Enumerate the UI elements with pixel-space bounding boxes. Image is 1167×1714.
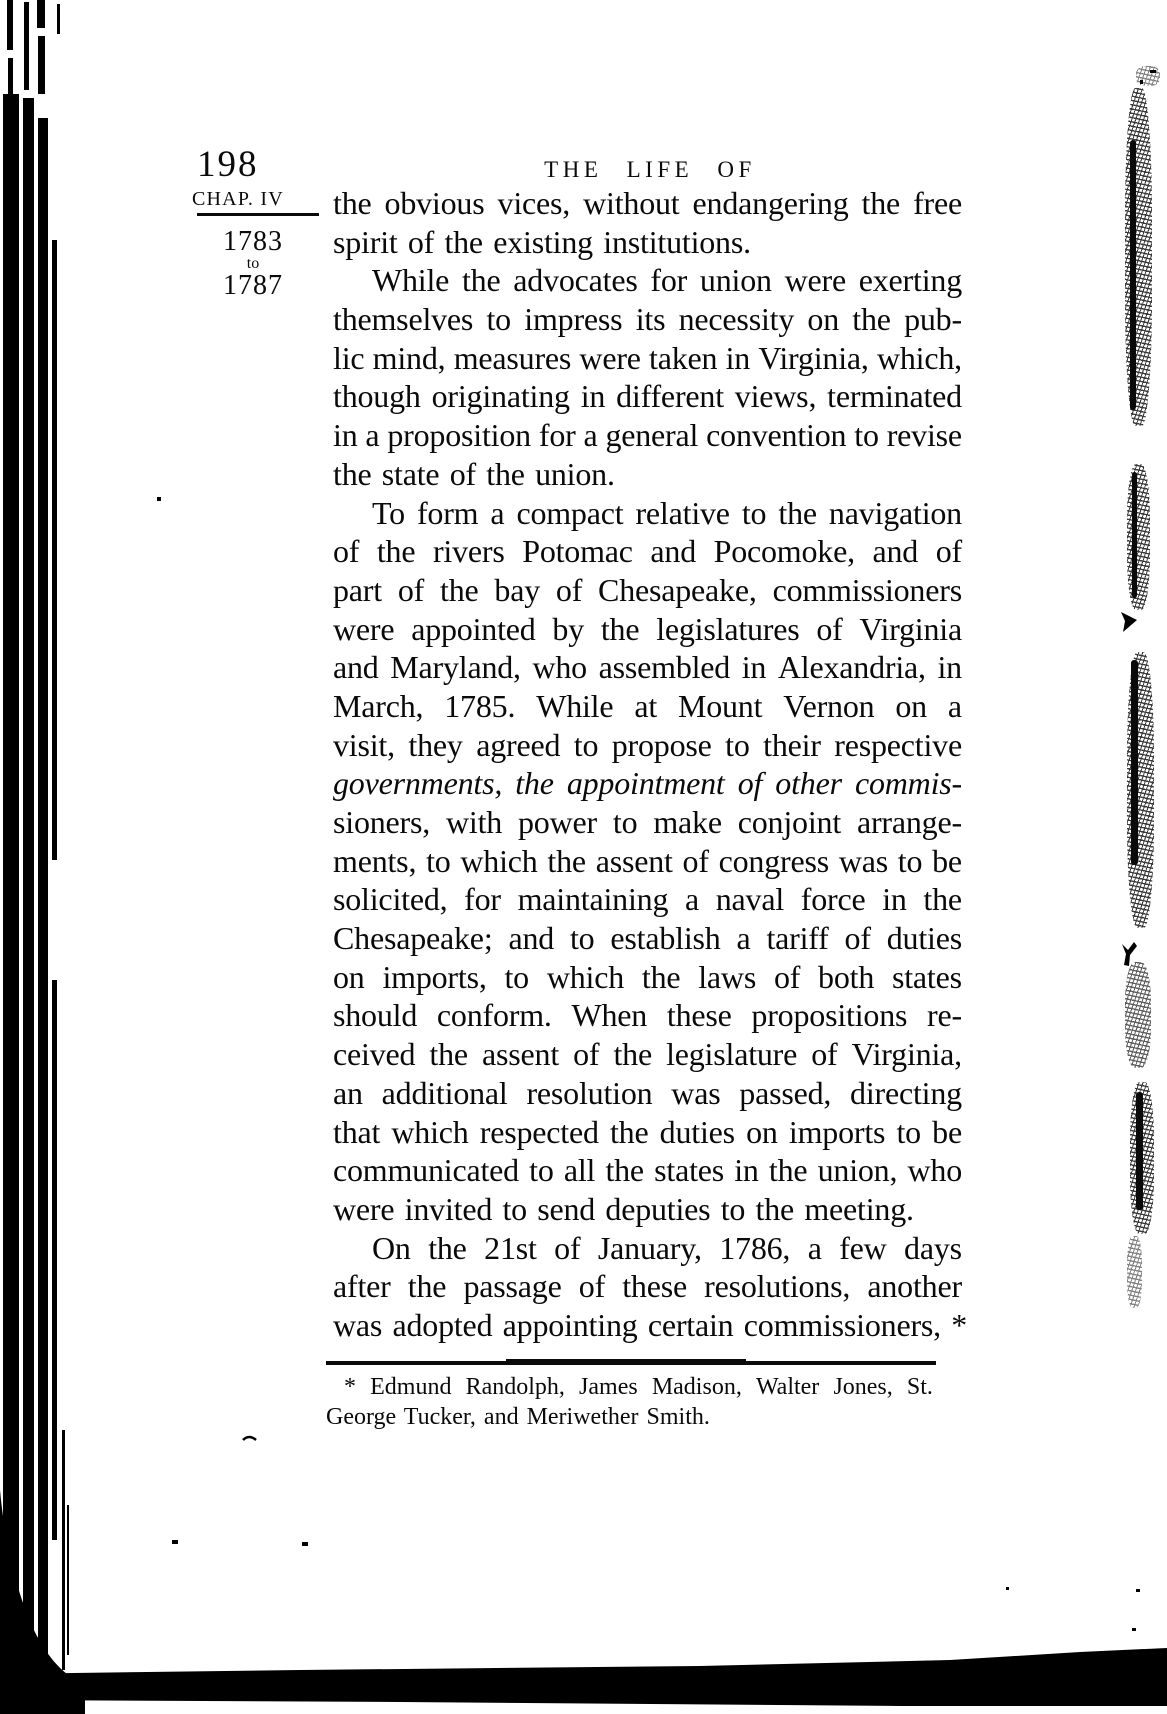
word: form (416, 494, 479, 531)
text-line (333, 377, 962, 416)
word: to (725, 726, 750, 763)
word: which (391, 1113, 469, 1150)
word: that (333, 1113, 381, 1150)
text-line (326, 1373, 933, 1403)
word: the (515, 765, 554, 802)
edge-noise-core (1130, 140, 1136, 410)
word: 21st (484, 1229, 537, 1266)
word: to (529, 1152, 554, 1189)
word: the (547, 842, 586, 879)
text-line (333, 494, 962, 533)
word: naval (715, 881, 785, 918)
word: taken (649, 339, 718, 376)
word: Chesapeake; (333, 920, 493, 957)
word: on (746, 1113, 778, 1150)
word: arrange- (856, 804, 962, 840)
word: Maryland, (390, 649, 521, 686)
word: * (344, 1374, 356, 1400)
word: an (333, 1074, 363, 1111)
word: originating (431, 378, 570, 415)
margin-rule (197, 213, 319, 216)
word: their (763, 726, 821, 763)
word: the (768, 1152, 808, 1189)
word: a (365, 417, 380, 454)
word: re- (927, 997, 962, 1034)
word: states (654, 1152, 725, 1189)
word: tariff (766, 920, 829, 957)
word: of (573, 1036, 600, 1073)
word: the (461, 262, 501, 299)
word: to (854, 417, 879, 454)
word: to (569, 920, 595, 957)
word: exerting (858, 262, 962, 299)
word: visit, (333, 726, 395, 763)
text-line: were invited to send deputies to the meeting. (333, 1190, 914, 1227)
word: which, (876, 339, 962, 376)
word: these (622, 1268, 687, 1305)
word: conform. (436, 997, 552, 1034)
word: and (508, 920, 555, 957)
word: Jones, (833, 1374, 893, 1400)
word: obvious (384, 185, 485, 221)
word: in (734, 1152, 759, 1189)
word: of (333, 533, 360, 570)
word: another (867, 1268, 962, 1305)
word: of (578, 1268, 606, 1305)
text-line: the state of the union. (333, 455, 615, 492)
word: for (650, 262, 688, 299)
word: Alexandria, (777, 649, 926, 686)
word: of (555, 571, 583, 608)
word: in (580, 378, 606, 415)
word: were (579, 339, 641, 376)
text-line (333, 764, 962, 803)
word: was (671, 1074, 721, 1111)
word: different (616, 378, 724, 415)
text-line (333, 803, 962, 842)
edge-noise-band (1125, 962, 1151, 1068)
word: passage (463, 1268, 562, 1305)
word: to (897, 842, 923, 879)
word: Walter (755, 1374, 820, 1400)
page-number: 198 (197, 144, 259, 185)
word: should (333, 997, 418, 1034)
word: ceived (333, 1036, 416, 1073)
word: a (736, 920, 751, 957)
text-line (333, 1267, 962, 1306)
word: a (947, 687, 962, 724)
word: proposition (387, 417, 531, 454)
word: with (445, 804, 503, 840)
edge-noise-band (1136, 66, 1160, 86)
word: Virginia, (851, 1036, 962, 1073)
word: the (923, 881, 962, 918)
word: assembled (598, 649, 731, 686)
word: in (741, 649, 767, 686)
word: to (504, 958, 529, 995)
word: were (784, 262, 846, 299)
word: were (333, 610, 395, 647)
text-line (333, 610, 962, 649)
word: the (376, 533, 416, 570)
text-line (333, 532, 962, 571)
edge-noise-core (1136, 1092, 1143, 1210)
word: measures (453, 339, 572, 376)
word: of (811, 1036, 838, 1073)
word: a (583, 417, 598, 454)
word: establish (610, 920, 721, 957)
word: Randolph, (465, 1374, 565, 1400)
word: endangering (692, 185, 849, 221)
word: terminated (827, 378, 962, 415)
text-line (333, 1035, 962, 1074)
word: its (635, 301, 666, 338)
word: directing (850, 1074, 962, 1111)
word: commissioners (772, 571, 962, 608)
word: the (428, 1229, 467, 1266)
word: solicited, (333, 881, 448, 918)
word: for (538, 417, 576, 454)
word: rivers (432, 533, 505, 570)
word: duties (659, 1113, 735, 1150)
word: a (490, 494, 505, 531)
tilde-mark (243, 1437, 256, 1440)
word: in (882, 881, 907, 918)
word: all (563, 1152, 596, 1189)
word: legislatures (656, 610, 800, 647)
word: relative (635, 494, 730, 531)
word: both (818, 958, 875, 995)
word: the (613, 1036, 652, 1073)
word: the (609, 1113, 649, 1150)
text-line (333, 416, 962, 455)
word: resolutions, (704, 1268, 851, 1305)
text-line (333, 339, 962, 378)
word: days (904, 1229, 962, 1266)
word: on (895, 687, 927, 724)
margin-date-start: 1783 (223, 226, 283, 257)
word: conjoint (737, 804, 842, 840)
text-line: was adopted appointing certain commissioners, * (333, 1306, 968, 1343)
word: sioners, (333, 804, 431, 840)
word: 1785. (444, 687, 516, 724)
text-line (333, 1151, 962, 1190)
word: assent (595, 842, 673, 879)
word: free (913, 185, 962, 221)
word: of (737, 765, 763, 802)
edge-noise-core (1131, 660, 1138, 865)
word: vices, (497, 185, 571, 221)
word: When (571, 997, 648, 1034)
word: a (807, 1229, 822, 1266)
word: was (838, 842, 888, 879)
word: by (552, 610, 585, 647)
gutter-stripes (3, 0, 69, 1688)
running-title: THE LIFE OF (544, 157, 756, 182)
word: compact (516, 494, 624, 531)
word: Chesapeake, (598, 571, 757, 608)
word: themselves (333, 301, 474, 338)
word: of (816, 610, 843, 647)
text-line (333, 184, 962, 223)
word: after (333, 1268, 391, 1305)
word: though (333, 378, 421, 415)
word: legislature (666, 1036, 798, 1073)
text-line (333, 300, 962, 339)
word: bay (494, 571, 540, 608)
word: of (682, 842, 709, 879)
word: who (532, 649, 587, 686)
word: and (872, 533, 919, 570)
word: on (333, 958, 365, 995)
word: the (605, 1152, 644, 1189)
word: the (600, 610, 640, 647)
margin-date-connector: to (246, 255, 260, 272)
word: While (372, 262, 450, 299)
word: appointed (411, 610, 536, 647)
word: convention (706, 417, 847, 454)
word: laws (698, 958, 757, 995)
word: of (935, 533, 962, 570)
edge-noise-band (1127, 1236, 1142, 1308)
edge-noise-core (1132, 472, 1137, 598)
word: respective (834, 726, 962, 763)
word: congress (718, 842, 829, 879)
edge-noise-band (1127, 464, 1150, 610)
arrow-mark (1121, 612, 1137, 632)
word: While (536, 687, 614, 724)
word: to (426, 842, 451, 879)
text-line (333, 261, 962, 300)
text-line (333, 996, 962, 1035)
word: in (937, 649, 962, 686)
word: of (773, 958, 801, 995)
word: impress (524, 301, 623, 338)
word: respected (479, 1113, 599, 1150)
text-line (333, 1229, 962, 1268)
word: the (429, 1036, 468, 1073)
word: the (333, 185, 372, 221)
bottom-scan-bar (0, 1648, 1167, 1706)
word: passed, (739, 1074, 832, 1111)
word: to (896, 1113, 921, 1150)
word: advocates (513, 262, 638, 299)
word: the (861, 185, 901, 221)
word: Madison, (651, 1374, 742, 1400)
word: a (684, 881, 699, 918)
word: which (546, 958, 625, 995)
word: general (605, 417, 699, 454)
word: St. (906, 1374, 933, 1400)
word: propositions (751, 997, 908, 1034)
text-line (333, 880, 962, 919)
word: who (907, 1152, 962, 1189)
word: power (518, 804, 597, 840)
text-line (333, 1113, 962, 1152)
text-line (333, 726, 962, 765)
word: few (839, 1229, 887, 1266)
word: Potomac (522, 533, 633, 570)
text-line: spirit of the existing institutions. (333, 223, 751, 260)
word: To (372, 494, 405, 531)
margin-date-end: 1787 (223, 270, 283, 301)
word: these (666, 997, 732, 1034)
word: Mount (677, 687, 763, 724)
word: union, (817, 1152, 898, 1189)
word: lic (333, 339, 365, 376)
word: assent (482, 1036, 560, 1073)
word: the (852, 301, 891, 338)
word: and (650, 533, 697, 570)
word: states (891, 958, 962, 995)
word: Pocomoke, (713, 533, 855, 570)
word: ments, (333, 842, 417, 879)
word: to (486, 301, 511, 338)
margin-chapter-label: CHAP. IV (192, 188, 284, 210)
footnote-column (326, 1373, 933, 1432)
word: which (460, 842, 538, 879)
text-line (333, 958, 962, 997)
word: mind, (372, 339, 446, 376)
word: Virginia (859, 610, 962, 647)
word: be (932, 842, 962, 879)
word: and (333, 649, 379, 686)
word: January, (597, 1229, 702, 1266)
word: for (464, 881, 501, 918)
word: imports, (382, 958, 487, 995)
text-line: George Tucker, and Meriwether Smith. (326, 1403, 710, 1430)
word: the (440, 571, 479, 608)
word: necessity (678, 301, 795, 338)
word: On (372, 1229, 411, 1266)
word: agreed (476, 726, 561, 763)
word: in (725, 339, 751, 376)
word: at (634, 687, 658, 724)
word: to (573, 726, 599, 763)
word: duties (886, 920, 962, 957)
footnote-rule (326, 1361, 936, 1365)
word: the (641, 958, 681, 995)
word: make (653, 804, 722, 840)
word: of (844, 920, 871, 957)
text-line (333, 648, 962, 687)
word: navigation (828, 494, 962, 531)
word: to (741, 494, 767, 531)
word: views, (734, 378, 817, 415)
word: of (397, 571, 425, 608)
word: Virginia, (758, 339, 869, 376)
word: force (800, 881, 866, 918)
word: Vernon (783, 687, 875, 724)
text-line (333, 571, 962, 610)
word: communicated (333, 1152, 519, 1189)
word: to (612, 804, 638, 840)
word: March, (333, 687, 424, 724)
word: the (407, 1268, 447, 1305)
word: imports (788, 1113, 886, 1150)
word: the (778, 494, 817, 531)
gutter-bottom-blob (0, 1490, 85, 1714)
text-line (333, 842, 962, 881)
word: part (333, 571, 382, 608)
word: of (554, 1229, 581, 1266)
word: appointment (566, 765, 725, 802)
word: propose (611, 726, 712, 763)
word: resolution (526, 1074, 653, 1111)
word: 1786, (719, 1229, 791, 1266)
word: union (699, 262, 772, 299)
body-text-column (333, 184, 968, 1345)
word: they (408, 726, 463, 763)
word: James (579, 1374, 638, 1400)
text-line (333, 919, 962, 958)
word: pub- (904, 301, 962, 338)
word: in (333, 417, 358, 454)
word: additional (381, 1074, 508, 1111)
word: Edmund (370, 1374, 452, 1400)
word: on (807, 301, 840, 338)
text-line (333, 687, 962, 726)
word: revise (886, 417, 962, 454)
word: other (775, 765, 842, 802)
word: maintaining (517, 881, 669, 918)
text-line (333, 1074, 962, 1113)
word: without (583, 185, 680, 221)
margin-date-range (220, 227, 286, 300)
word: governments, (333, 765, 503, 802)
word: commis- (854, 765, 962, 802)
word: be (932, 1113, 962, 1150)
